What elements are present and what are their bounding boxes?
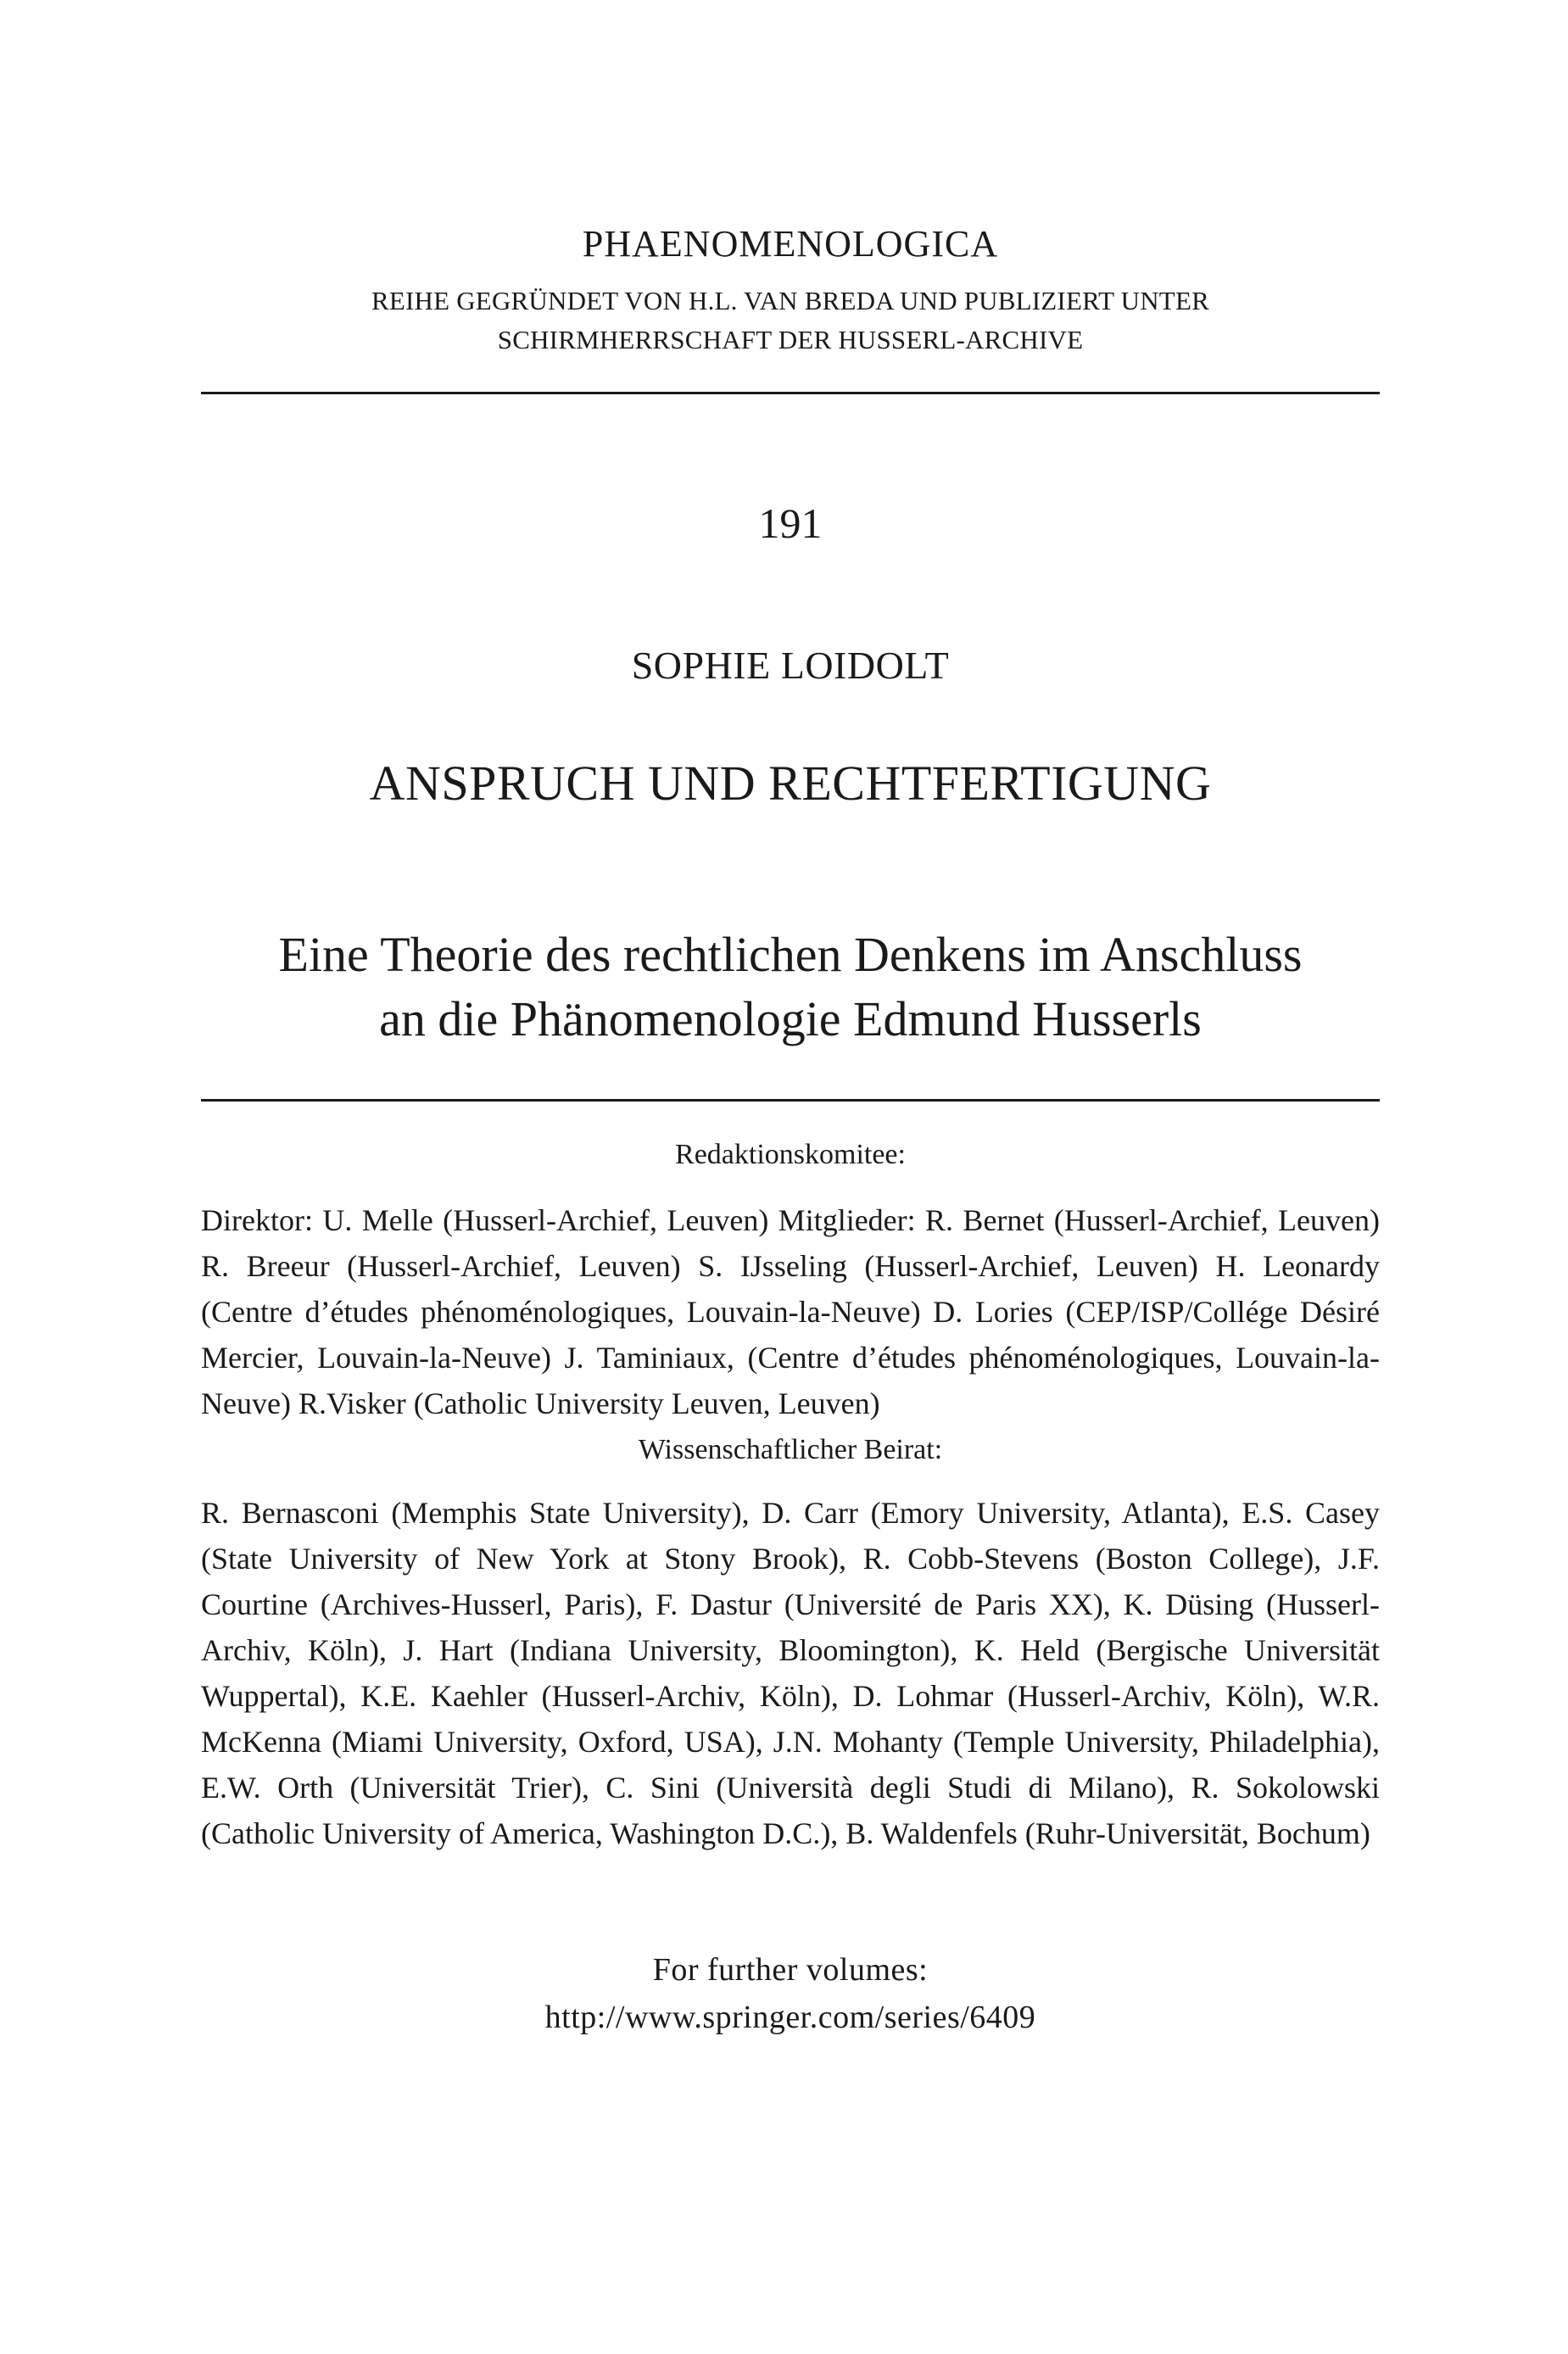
series-title: PHAENOMENOLOGICA (582, 223, 999, 265)
book-subtitle-line-1: Eine Theorie des rechtlichen Denkens im Anschluss (278, 927, 1303, 982)
book-subtitle (201, 923, 1380, 1051)
further-volumes-label: For further volumes: (652, 1952, 929, 1988)
scientific-board-heading: Wissenschaftlicher Beirat: (638, 1434, 943, 1465)
editorial-committee-heading: Redaktionskomitee: (675, 1139, 906, 1170)
volume-number: 191 (758, 499, 823, 547)
author-name: SOPHIE LOIDOLT (631, 644, 950, 687)
middle-divider (201, 1099, 1380, 1102)
top-divider (201, 392, 1380, 394)
series-subtitle-line-1: REIHE GEGRÜNDET VON H.L. VAN BREDA UND PUBLIZIERT UNTER (371, 286, 1209, 315)
series-subtitle-line-2: SCHIRMHERRSCHAFT DER HUSSERL-ARCHIVE (497, 325, 1084, 354)
further-volumes (201, 1946, 1380, 2041)
book-title: ANSPRUCH UND RECHTFERTIGUNG (369, 756, 1212, 811)
book-subtitle-line-2: an die Phänomenologie Edmund Husserls (379, 991, 1202, 1046)
editorial-committee-text: Direktor: U. Melle (Husserl-Archief, Leuven) Mitglieder: R. Bernet (Husserl-Archief, Leuven) R. Breeur (Husserl-Archief, Leuven) S. IJsseling (Husserl-Archief, Leuven) H. Leonardy (Centre d’études phénoménologiques, Louvain-la-Neuve) D. Lories (CEP/ISP/Collége Désiré Mercier, Louvain-la-Neuve) J. Taminiaux, (Centre d’études phénoménologiques, Louvain-la-Neuve) R.Visker (Catholic University Leuven, Leuven) (201, 1203, 1380, 1420)
series-subtitle (201, 282, 1380, 360)
scientific-board-text: R. Bernasconi (Memphis State University), D. Carr (Emory University, Atlanta), E.S. Casey (State University of New York at Stony Brook), R. Cobb-Stevens (Boston College), J.F. Courtine (Archives-Husserl, Paris), F. Dastur (Université de Paris XX), K. Düsing (Husserl-Archiv, Köln), J. Hart (Indiana University, Bloomington), K. Held (Bergische Universität Wuppertal), K.E. Kaehler (Husserl-Archiv, Köln), D. Lohmar (Husserl-Archiv, Köln), W.R. McKenna (Miami University, Oxford, USA), J.N. Mohanty (Temple University, Philadelphia), E.W. Orth (Universität Trier), C. Sini (Università degli Studi di Milano), R. Sokolowski (Catholic University of America, Washington D.C.), B. Waldenfels (Ruhr-Universität, Bochum) (201, 1496, 1380, 1850)
series-url-link[interactable]: http://www.springer.com/series/6409 (544, 2000, 1036, 2035)
